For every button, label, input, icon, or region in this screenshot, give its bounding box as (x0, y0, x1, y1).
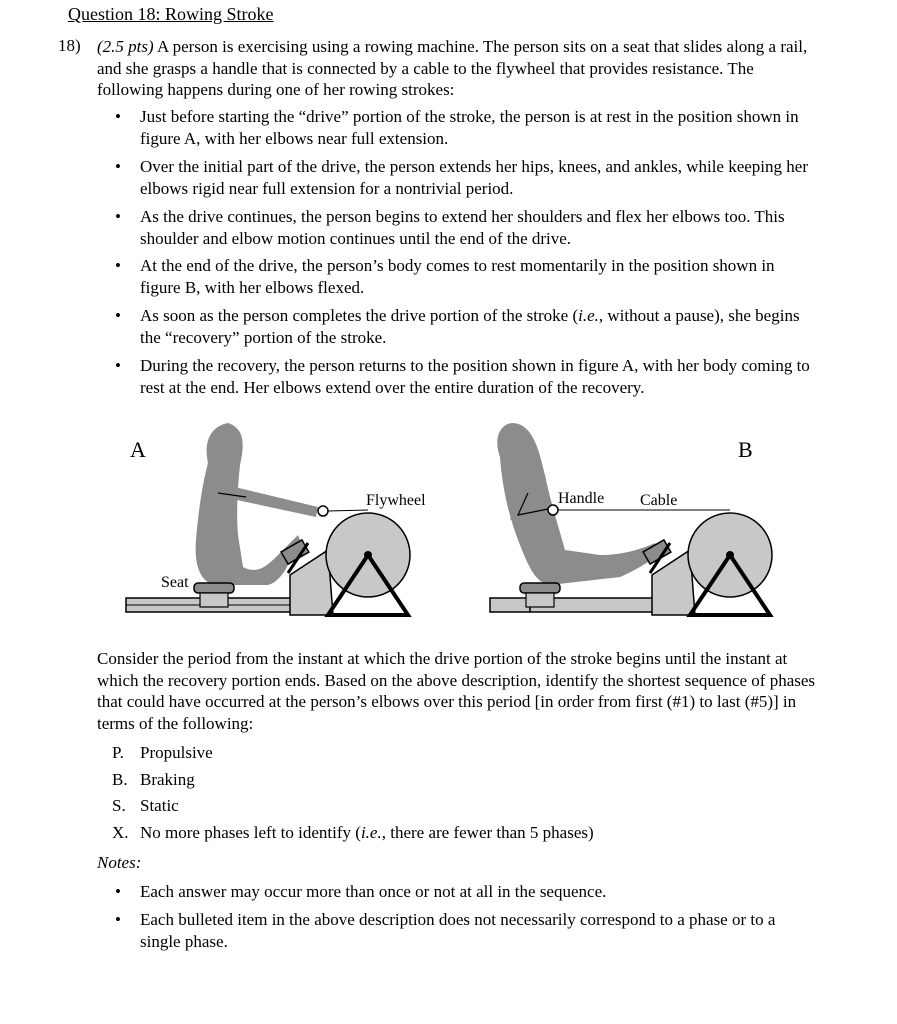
option-x (112, 822, 594, 843)
figure-a (126, 423, 426, 615)
cable-label: Cable (640, 492, 678, 509)
option-letter: P. (112, 743, 124, 762)
bullet-icon: • (115, 107, 121, 126)
consider-paragraph: Consider the period from the instant at which the drive portion of the stroke begins until the instant at which the recovery portion ends. Based on the above description, identify the shortest sequence of phases that could have occurred at the person’s elbows over this period [in order from first (#1) to last (#5)] in terms of the following: (97, 649, 816, 733)
question-number: 18) (58, 36, 81, 55)
bullet-icon: • (115, 157, 121, 176)
figure-b-label: B (738, 437, 753, 462)
list-item-text: Each answer may occur more than once or not at all in the sequence. (140, 882, 607, 901)
list-item-text: Each bulleted item in the above description does not necessarily correspond to a phase or to a single phase. (140, 910, 776, 951)
notes-heading: Notes: (97, 853, 142, 872)
bullet-icon: • (115, 207, 121, 226)
handle-icon (318, 506, 328, 516)
rowing-figure (118, 415, 788, 620)
seat-icon (520, 583, 560, 593)
list-item-text: As the drive continues, the person begins to extend her shoulders and flex her elbows too. This shoulder and elbow motion continues until the end of the drive. (140, 207, 785, 248)
option-p (112, 742, 213, 763)
bullet-icon: • (115, 882, 121, 901)
bullet-icon: • (115, 356, 121, 375)
list-item-text: At the end of the drive, the person’s body comes to rest momentarily in the position shown in figure B, with her elbows flexed. (140, 256, 775, 297)
seat-label: Seat (161, 574, 189, 591)
question-title: Question 18: Rowing Stroke (68, 4, 274, 24)
seat-carriage (200, 593, 228, 607)
question-intro-text: A person is exercising using a rowing machine. The person sits on a seat that slides along a rail, and she grasps a handle that is connected by a cable to the flywheel that provides resistance. The following happens during one of her rowing strokes: (97, 37, 808, 99)
option-letter: X. (112, 823, 129, 842)
option-b (112, 769, 195, 790)
option-label: Propulsive (140, 743, 213, 762)
handle-label: Handle (558, 490, 605, 507)
option-letter: B. (112, 770, 128, 789)
rail (490, 598, 530, 612)
bullet-icon: • (115, 910, 121, 929)
question-intro (97, 36, 817, 101)
list-item-text: Over the initial part of the drive, the person extends her hips, knees, and ankles, while keeping her elbows rigid near full extension for a nontrivial period. (140, 157, 808, 198)
handle-icon (548, 505, 558, 515)
option-label: No more phases left to identify (i.e., there are fewer than 5 phases) (140, 823, 594, 842)
option-label: Braking (140, 770, 195, 789)
list-item-text: During the recovery, the person returns to the position shown in figure A, with her body coming to rest at the end. Her elbows extend over the entire duration of the recovery. (140, 356, 810, 397)
list-item-text: Just before starting the “drive” portion of the stroke, the person is at rest in the position shown in figure A, with her elbows near full extension. (140, 107, 799, 148)
figure-b (490, 423, 772, 615)
option-label: Static (140, 796, 179, 815)
seat-carriage (526, 593, 554, 607)
option-s (112, 795, 179, 816)
bullet-icon: • (115, 306, 121, 325)
flywheel-label: Flywheel (366, 492, 426, 509)
list-item-text: As soon as the person completes the drive portion of the stroke (i.e., without a pause), she begins the “recovery” portion of the stroke. (140, 306, 800, 347)
figure-a-label: A (130, 437, 146, 462)
cable (328, 510, 368, 511)
question-points: (2.5 pts) (97, 37, 154, 56)
bullet-icon: • (115, 256, 121, 275)
seat-icon (194, 583, 234, 593)
option-letter: S. (112, 796, 126, 815)
